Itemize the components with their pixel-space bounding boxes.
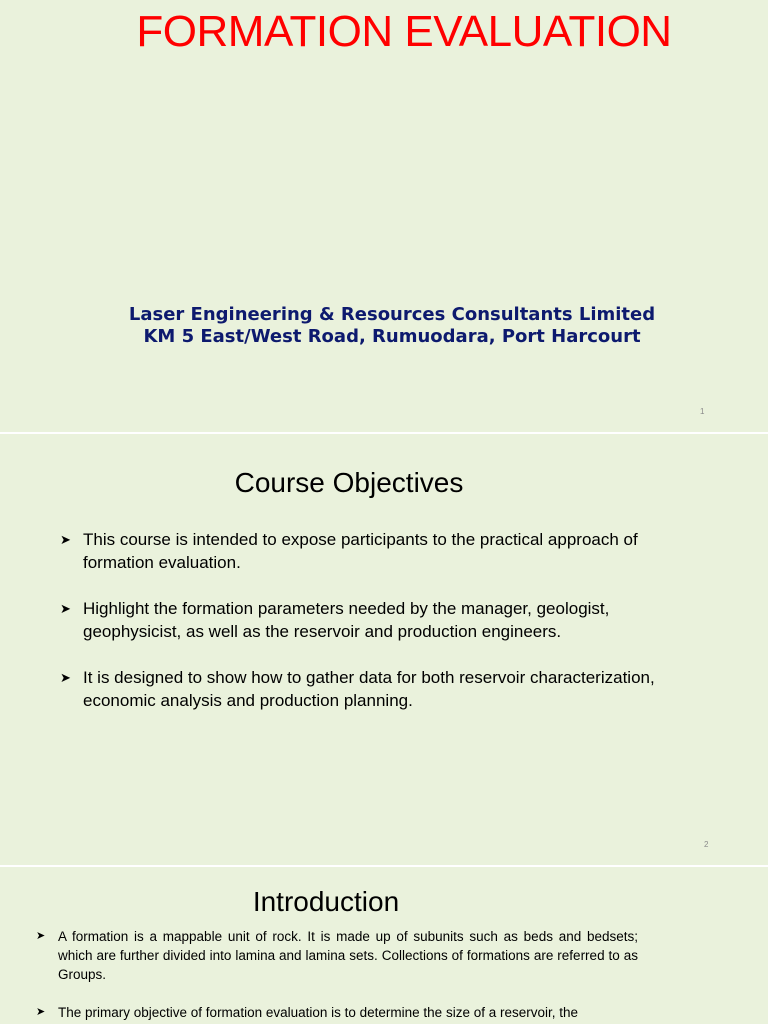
page-number: 2	[704, 840, 709, 849]
page-number: 1	[700, 407, 705, 416]
list-item	[60, 666, 700, 712]
company-name: Laser Engineering & Resources Consultants Limited	[128, 304, 656, 325]
slide-title: Introduction	[252, 886, 400, 917]
arrow-bullet-icon: ➤	[60, 601, 71, 616]
bullet-text: Highlight the formation parameters needed by the manager, geologist, geophysicist, as well as the reservoir and production engineers.	[83, 599, 610, 641]
slide-3	[0, 867, 768, 1024]
list-item	[36, 927, 638, 984]
arrow-bullet-icon: ➤	[36, 930, 46, 942]
slide-1	[0, 0, 768, 432]
bullet-text: A formation is a mappable unit of rock. It is made up of subunits such as beds and bedsets; which are further divided into lamina and lamina sets. Collections of formations are referred to as Groups.	[58, 929, 638, 982]
arrow-bullet-icon: ➤	[60, 532, 71, 547]
bullet-text: This course is intended to expose participants to the practical approach of formation evaluation.	[83, 530, 638, 572]
slide-2	[0, 434, 768, 865]
slide-title: FORMATION EVALUATION	[136, 7, 672, 56]
company-address: KM 5 East/West Road, Rumuodara, Port Harcourt	[143, 326, 641, 347]
bullet-text: It is designed to show how to gather data for both reservoir characterization, economic analysis and production planning.	[83, 668, 655, 710]
slide-title: Course Objectives	[234, 467, 464, 498]
introduction-list	[36, 927, 638, 1024]
list-item	[60, 597, 700, 643]
objectives-list	[60, 528, 700, 735]
list-item	[36, 1003, 638, 1022]
list-item	[60, 528, 700, 574]
arrow-bullet-icon: ➤	[36, 1006, 46, 1018]
bullet-text: The primary objective of formation evaluation is to determine the size of a reservoir, the	[58, 1005, 579, 1020]
arrow-bullet-icon: ➤	[60, 670, 71, 685]
